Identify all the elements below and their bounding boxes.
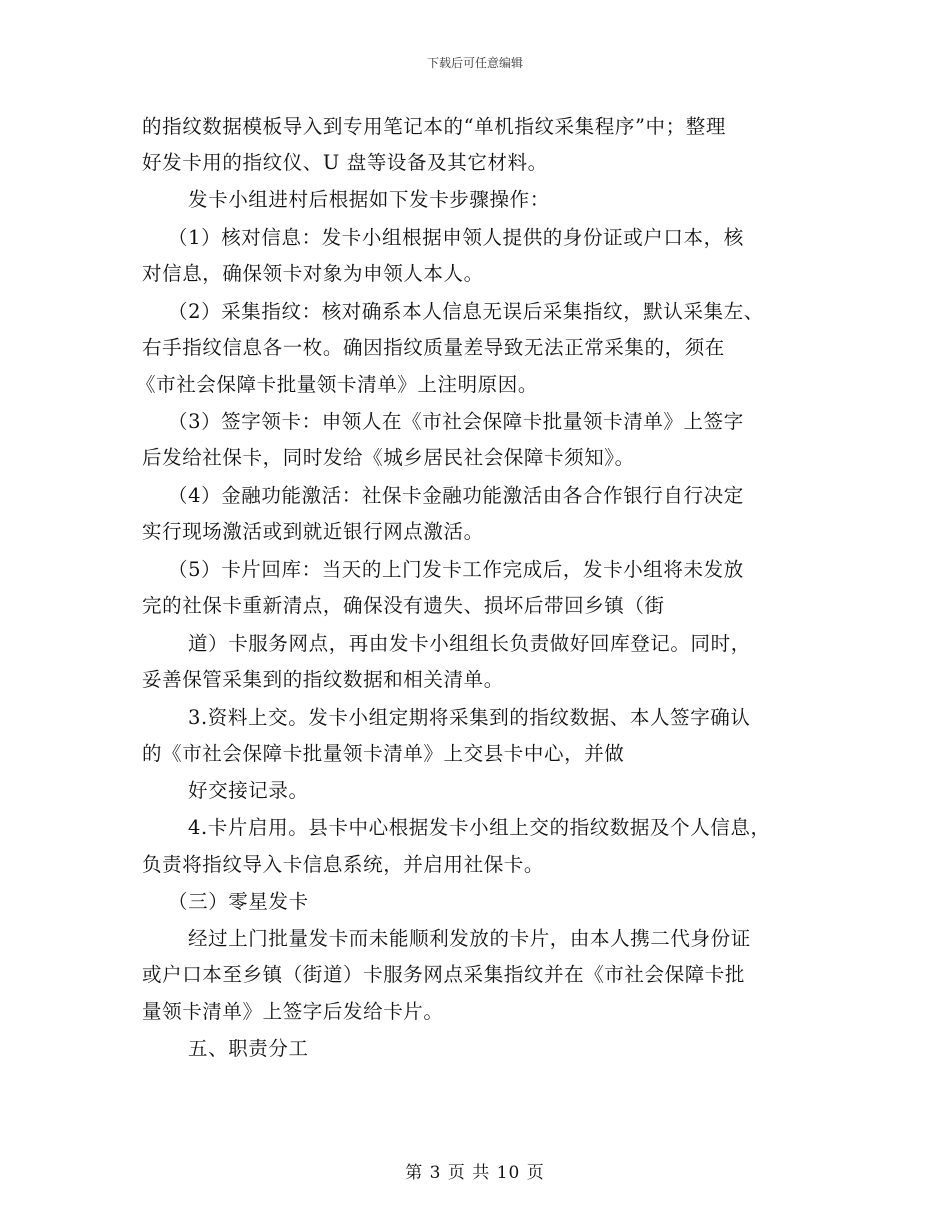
text-line: 右手指纹信息各一枚。确因指纹质量差导致无法正常采集的，须在 (142, 336, 725, 359)
text-line: 对信息，确保领卡对象为申领人本人。 (142, 262, 484, 285)
text-line: 经过上门批量发卡而未能顺利发放的卡片，由本人携二代身份证 (188, 927, 751, 950)
text-line: 实行现场激活或到就近银行网点激活。 (142, 520, 484, 543)
text-line: 《市社会保障卡批量领卡清单》上注明原因。 (136, 373, 539, 396)
text-line: 的指纹数据模板导入到专用笔记本的“单机指纹采集程序”中；整理 (142, 115, 726, 138)
text-line: 或户口本至乡镇（街道）卡服务网点采集指纹并在《市社会保障卡批 (142, 963, 746, 986)
section-heading: （三）零星发卡 (168, 890, 309, 913)
text-line: （3）签字领卡：申领人在《市社会保障卡批量领卡清单》上签字 (168, 410, 744, 433)
text-line: 妥善保管采集到的指纹数据和相关清单。 (142, 668, 504, 691)
text-line: 4.卡片启用。县卡中心根据发卡小组上交的指纹数据及个人信息， (188, 816, 771, 839)
text-line: 发卡小组进村后根据如下发卡步骤操作： (188, 188, 550, 211)
text-line: （4）金融功能激活：社保卡金融功能激活由各合作银行自行决定 (168, 484, 744, 507)
text-line: （2）采集指纹：核对确系本人信息无误后采集指纹，默认采集左、 (168, 300, 764, 323)
text-line: 好交接记录。 (188, 779, 309, 802)
text-line: 负责将指纹导入卡信息系统，并启用社保卡。 (142, 853, 545, 876)
text-line: 量领卡清单》上签字后发给卡片。 (142, 1000, 444, 1023)
text-line: 的《市社会保障卡批量领卡清单》上交县卡中心，并做 (142, 742, 625, 765)
text-line: 好发卡用的指纹仪、U 盘等设备及其它材料。 (142, 151, 548, 174)
text-line: 后发给社保卡，同时发给《城乡居民社会保障卡须知》。 (142, 446, 635, 469)
text-line: （1）核对信息：发卡小组根据申领人提供的身份证或户口本，核 (168, 226, 744, 249)
text-line: 完的社保卡重新清点，确保没有遗失、损坏后带回乡镇（街 (142, 594, 665, 617)
text-line: （5）卡片回库：当天的上门发卡工作完成后，发卡小组将未发放 (168, 558, 744, 581)
text-line: 道）卡服务网点，再由发卡小组组长负责做好回库登记。同时， (188, 632, 751, 655)
text-line: 3.资料上交。发卡小组定期将采集到的指纹数据、本人签字确认 (188, 706, 751, 729)
page-header: 下载后可任意编辑 (426, 56, 523, 70)
section-heading: 五、职责分工 (188, 1037, 309, 1060)
page-number: 第 3 页 共 10 页 (405, 1163, 545, 1183)
